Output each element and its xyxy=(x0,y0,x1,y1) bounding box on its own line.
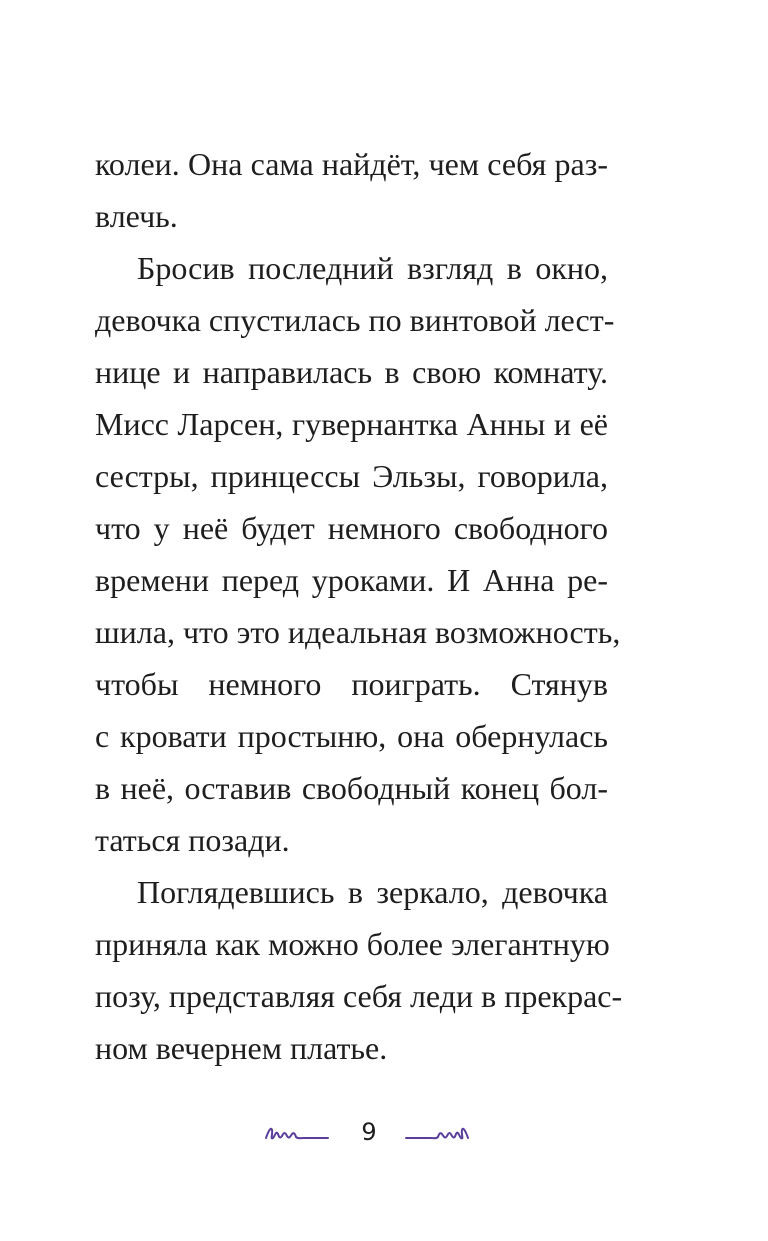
text-line: чтобы немного поиграть. Стянув xyxy=(95,666,608,702)
text-line: влечь. xyxy=(95,198,178,234)
text-line: нице и направилась в свою комнату. xyxy=(95,354,608,390)
page-footer xyxy=(0,1112,768,1152)
text-line: Бросив последний взгляд в окно, xyxy=(137,250,608,286)
page-number: 9 xyxy=(361,1118,377,1146)
text-line: Поглядевшись в зеркало, девочка xyxy=(137,874,608,910)
text-line: времени перед уроками. И Анна ре- xyxy=(95,562,608,598)
flourish-ornament-left-icon xyxy=(262,1120,342,1144)
text-line: шила, что это идеальная возможность, xyxy=(95,614,621,650)
text-line: с кровати простыню, она обернулась xyxy=(95,718,608,754)
text-line: ном вечернем платье. xyxy=(95,1030,388,1066)
text-line: приняла как можно более элегантную xyxy=(95,926,610,962)
text-line: в неё, оставив свободный конец бол- xyxy=(95,770,608,806)
flourish-ornament-right-icon xyxy=(396,1120,476,1144)
text-line: колеи. Она сама найдёт, чем себя раз- xyxy=(95,146,608,182)
text-line: Мисс Ларсен, гувернантка Анны и её xyxy=(95,406,608,442)
text-line: девочка спустилась по винтовой лест- xyxy=(95,302,615,338)
text-line: сестры, принцессы Эльзы, говорила, xyxy=(95,458,608,494)
text-line: позу, представляя себя леди в прекрас- xyxy=(95,978,623,1014)
text-line: таться позади. xyxy=(95,822,290,858)
text-line: что у неё будет немного свободного xyxy=(95,510,608,546)
